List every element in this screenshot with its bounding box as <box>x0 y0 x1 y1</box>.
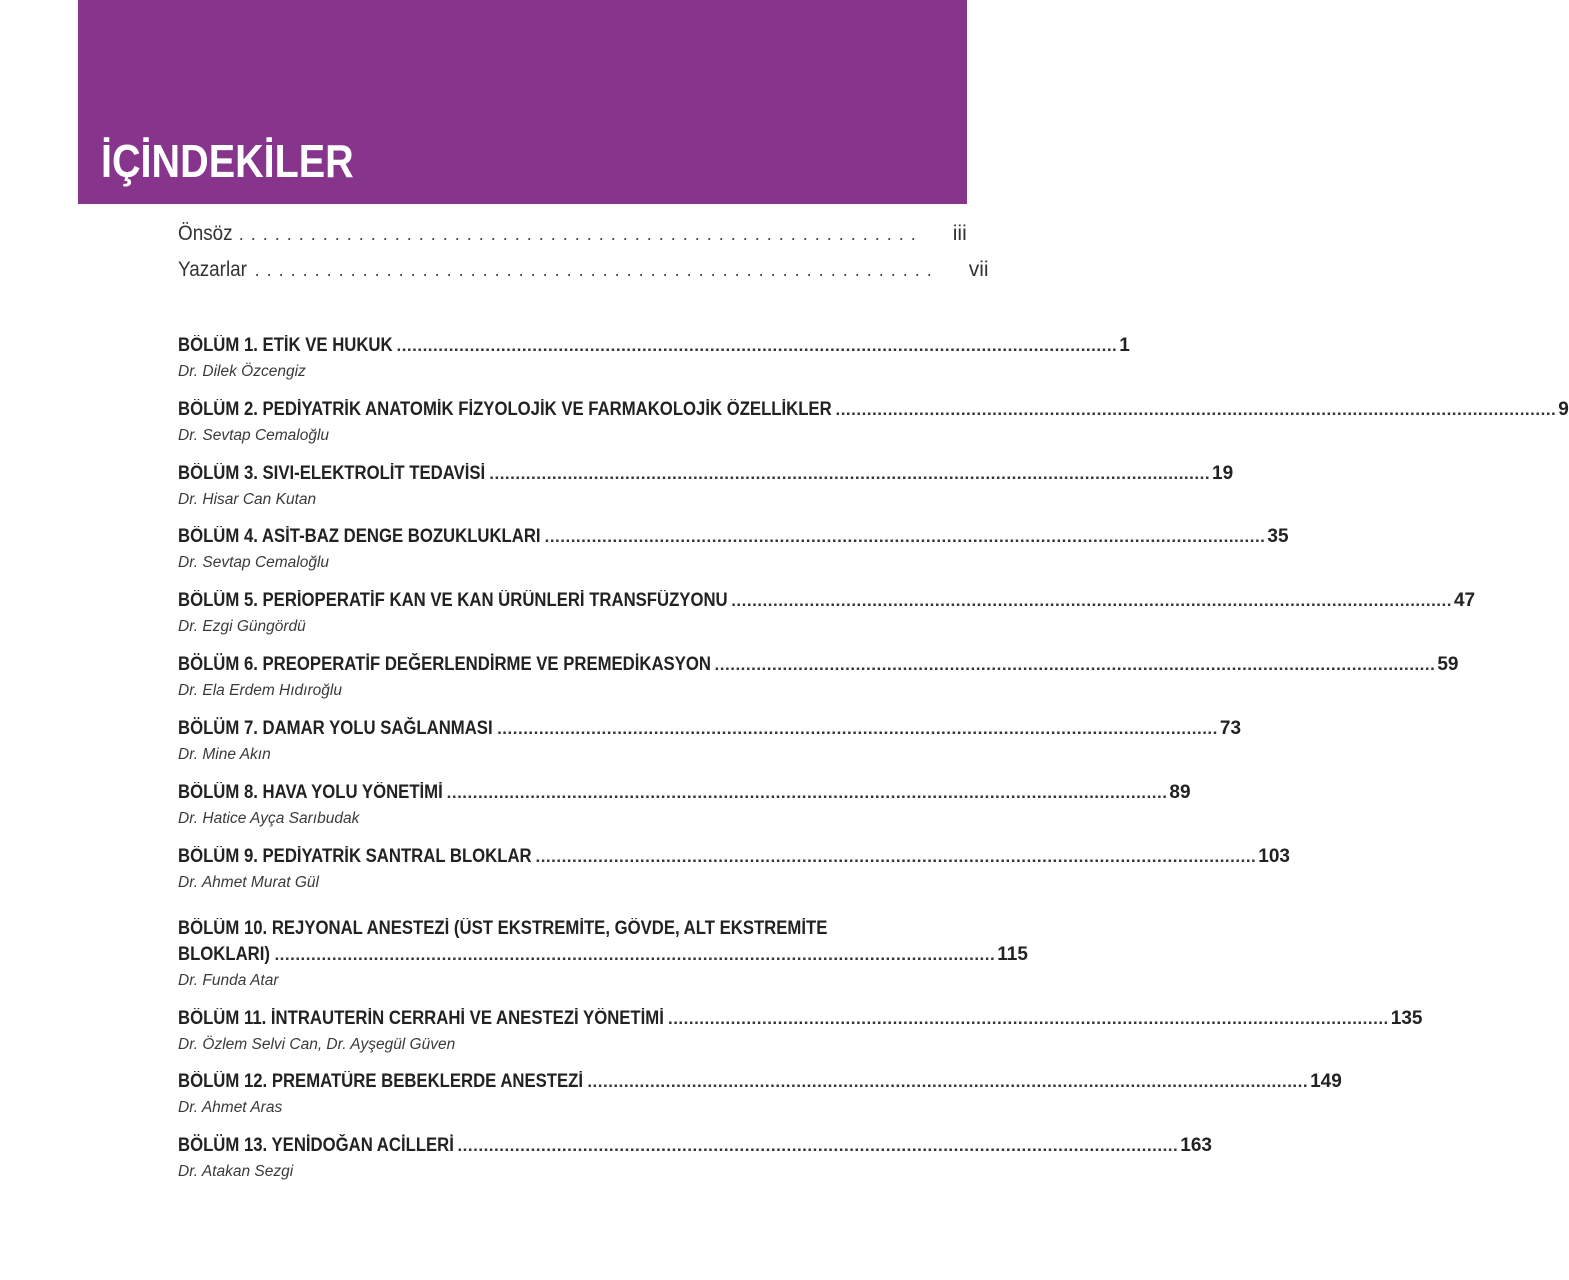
leader-dots: .......................................................................................................................................... <box>274 945 996 964</box>
chapter-page: 73 <box>1219 718 1242 739</box>
chapter-author: Dr. Funda Atar <box>178 972 279 989</box>
toc-frontmatter-onsoz[interactable] <box>178 222 967 252</box>
toc-entry[interactable] <box>178 918 1028 992</box>
chapter-title: BÖLÜM 12. PREMATÜRE BEBEKLERDE ANESTEZİ <box>178 1071 584 1092</box>
leader-dots: .......................................................................................................................................... <box>587 1072 1309 1091</box>
leader-dots: ......................................................... <box>238 224 923 244</box>
chapter-page: 115 <box>997 944 1028 965</box>
chapter-author: Dr. Dilek Özcengiz <box>178 363 306 380</box>
chapter-page: 1 <box>1119 335 1130 356</box>
chapter-page: 103 <box>1258 846 1290 867</box>
chapter-author: Dr. Sevtap Cemaloğlu <box>178 554 330 571</box>
chapter-author: Dr. Hisar Can Kutan <box>178 491 317 508</box>
toc-frontmatter-page: vii <box>968 258 989 281</box>
chapter-author: Dr. Özlem Selvi Can, Dr. Ayşegül Güven <box>178 1036 456 1053</box>
chapter-title: BÖLÜM 8. HAVA YOLU YÖNETİMİ <box>178 782 443 803</box>
chapter-title: BÖLÜM 6. PREOPERATİF DEĞERLENDİRME VE PREMEDİKASYON <box>178 654 711 675</box>
toc-entry[interactable] <box>178 590 1476 638</box>
chapter-title: BÖLÜM 5. PERİOPERATİF KAN VE KAN ÜRÜNLERİ TRANSFÜZYONU <box>178 590 728 611</box>
leader-dots: .......................................................................................................................................... <box>396 336 1118 355</box>
toc-entry[interactable] <box>178 654 1459 702</box>
toc-entry[interactable] <box>178 1071 1342 1119</box>
toc-entry[interactable] <box>178 463 1234 511</box>
leader-dots: .......................................................................................................................................... <box>497 719 1218 738</box>
chapter-title: BÖLÜM 4. ASİT-BAZ DENGE BOZUKLUKLARI <box>178 526 541 547</box>
leader-dots: .......................................................................................................................................... <box>446 783 1168 802</box>
chapter-page: 149 <box>1310 1071 1342 1092</box>
chapter-title-line1: BÖLÜM 10. REJYONAL ANESTEZİ (ÜST EKSTREMİTE, GÖVDE, ALT EKSTREMİTE <box>178 918 828 939</box>
chapter-page: 35 <box>1267 526 1289 547</box>
toc-frontmatter-label: Önsöz <box>178 222 233 245</box>
chapter-author: Dr. Mine Akın <box>178 746 271 763</box>
chapter-title: BÖLÜM 11. İNTRAUTERİN CERRAHİ VE ANESTEZİ YÖNETİMİ <box>178 1008 664 1029</box>
toc-entry[interactable] <box>178 1135 1212 1183</box>
leader-dots: .......................................................................................................................................... <box>489 464 1211 483</box>
chapter-author: Dr. Ahmet Aras <box>178 1099 283 1116</box>
chapter-author: Dr. Ela Erdem Hıdıroğlu <box>178 682 342 699</box>
toc-entry[interactable] <box>178 1008 1423 1056</box>
toc-frontmatter-yazarlar[interactable] <box>178 258 989 288</box>
chapter-title: BÖLÜM 3. SIVI-ELEKTROLİT TEDAVİSİ <box>178 463 486 484</box>
chapter-title: BÖLÜM 2. PEDİYATRİK ANATOMİK FİZYOLOJİK VE FARMAKOLOJİK ÖZELLİKLER <box>178 399 832 420</box>
toc-entry[interactable] <box>178 399 1569 447</box>
chapter-author: Dr. Hatice Ayça Sarıbudak <box>178 810 360 827</box>
chapter-title: BÖLÜM 13. YENİDOĞAN ACİLLERİ <box>178 1135 454 1156</box>
leader-dots: .......................................................................................................................................... <box>835 400 1557 419</box>
toc-entry[interactable] <box>178 718 1242 766</box>
chapter-page: 135 <box>1390 1008 1423 1029</box>
toc-frontmatter-page: iii <box>952 222 967 245</box>
chapter-title: BÖLÜM 9. PEDİYATRİK SANTRAL BLOKLAR <box>178 846 532 867</box>
leader-dots: ......................................................... <box>254 260 939 280</box>
toc-entry[interactable] <box>178 782 1191 830</box>
leader-dots: .......................................................................................................................................... <box>544 527 1266 546</box>
chapter-page: 9 <box>1558 399 1569 420</box>
chapter-author: Dr. Ezgi Güngördü <box>178 618 306 635</box>
leader-dots: .......................................................................................................................................... <box>714 655 1436 674</box>
chapter-page: 47 <box>1453 590 1476 611</box>
chapter-title: BÖLÜM 7. DAMAR YOLU SAĞLANMASI <box>178 718 493 739</box>
chapter-page: 19 <box>1212 463 1234 484</box>
toc-entry[interactable] <box>178 846 1290 894</box>
leader-dots: .......................................................................................................................................... <box>667 1009 1389 1028</box>
chapter-author: Dr. Atakan Sezgi <box>178 1163 294 1180</box>
chapter-author: Dr. Ahmet Murat Gül <box>178 874 319 891</box>
leader-dots: .......................................................................................................................................... <box>535 847 1257 866</box>
toc-frontmatter-label: Yazarlar <box>178 258 247 281</box>
chapter-page: 163 <box>1180 1135 1212 1156</box>
chapter-author: Dr. Sevtap Cemaloğlu <box>178 427 330 444</box>
chapter-title: BÖLÜM 1. ETİK VE HUKUK <box>178 335 393 356</box>
toc-entry[interactable] <box>178 335 1130 383</box>
page-title: İÇİNDEKİLER <box>101 135 354 187</box>
chapter-title: BLOKLARI) <box>178 944 270 965</box>
leader-dots: .......................................................................................................................................... <box>731 591 1452 610</box>
chapter-page: 89 <box>1169 782 1191 803</box>
toc-entry[interactable] <box>178 526 1289 574</box>
chapter-page: 59 <box>1437 654 1459 675</box>
leader-dots: .......................................................................................................................................... <box>457 1136 1179 1155</box>
